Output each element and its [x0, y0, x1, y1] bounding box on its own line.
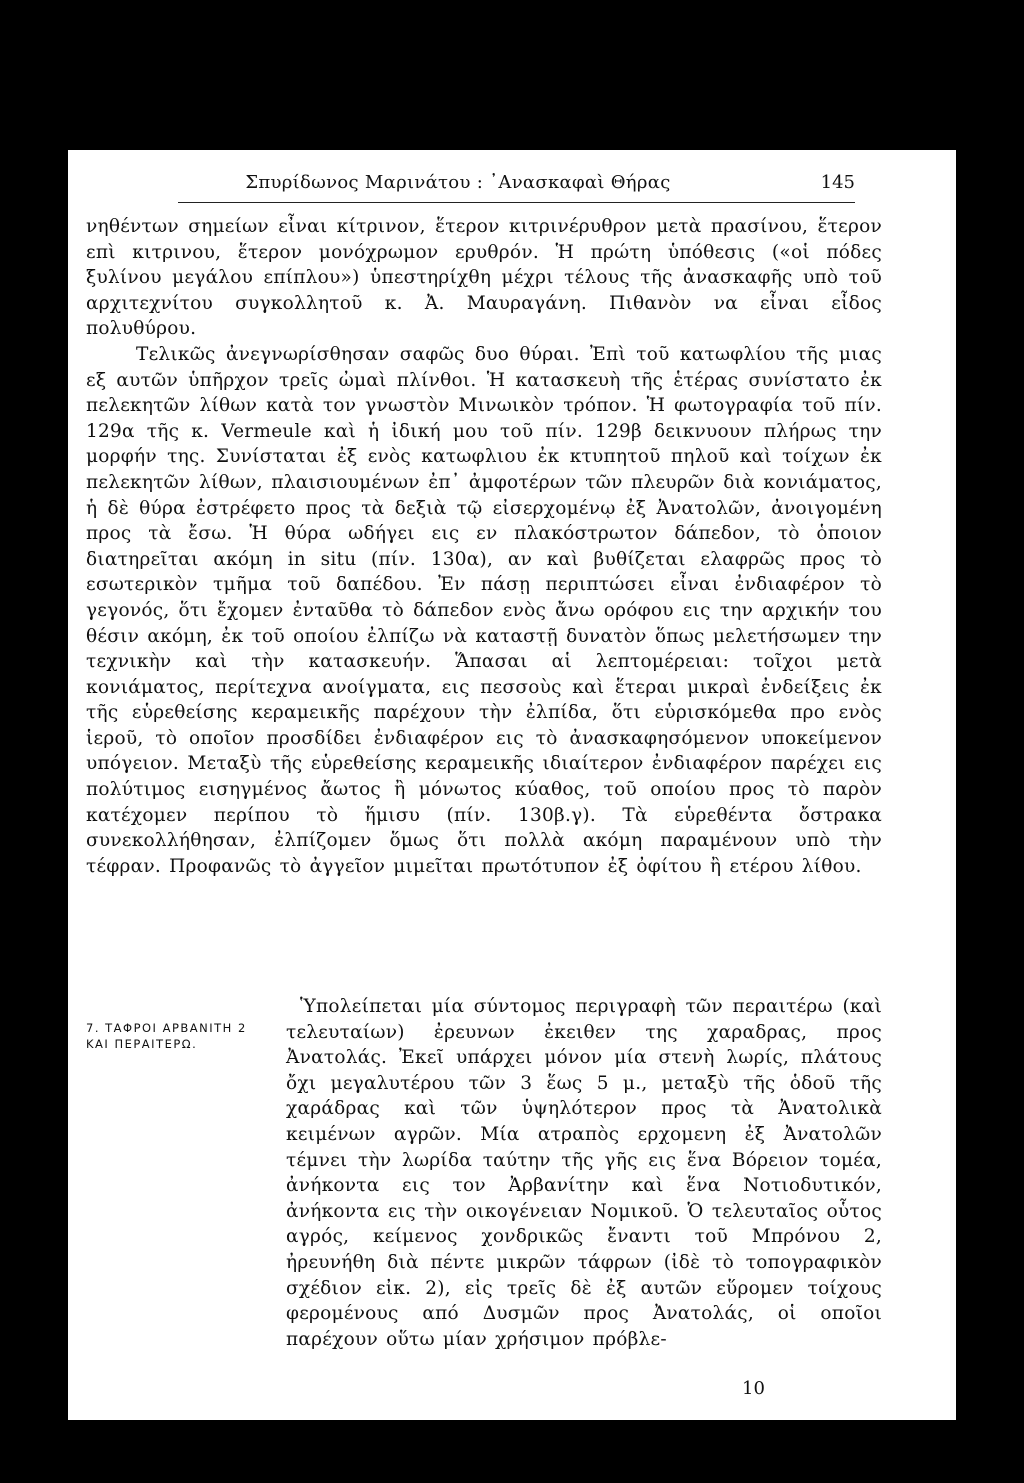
section-heading [86, 1020, 256, 1052]
section-heading-line-1: 7. ΤΑΦΡΟΙ ΑΡΒΑΝΙΤΗ 2 [86, 1021, 247, 1035]
section-text: Ὑπολείπεται μία σύντομος περιγραφὴ τῶν περαιτέρω (καὶ τελευταίων) ἐρευνων ἐκειθεν της χαραδρας, προς Ἀνατολάς. Ἐκεῖ υπάρχει μόνον μία στενὴ λωρίς, πλάτους ὄχι μεγαλυτέρου τῶν 3 ἕως 5 μ., μεταξὺ τῆς ὁδοῦ τῆς χαράδρας καὶ τῶν ὑψηλότερον προς τὰ Ἀνατολικὰ κειμένων αγρῶν. Μία ατραπὸς ερχομενη ἐξ Ἀνατολῶν τέμνει τὴν λωρίδα ταύτην τῆς γῆς εις ἕνα Βόρειον τομέα, ἀνήκοντα εις τον Ἀρβανίτην καὶ ἕνα Νοτιοδυτικόν, ἀνήκοντα εις τὴν οικογένειαν Νομικοῦ. Ὁ τελευταῖος οὗτος αγρός, κείμενος χονδρικῶς ἔναντι τοῦ Μπρόνου 2, ἠρευνήθη διὰ πέντε μικρῶν τάφρων (ἰδὲ τὸ τοπογραφικὸν σχέδιον εἰκ. 2), εἰς τρεῖς δὲ ἐξ αυτῶν εὕρομεν τοίχους φερομένους από Δυσμῶν προς Ἀνατολάς, οἱ οποῖοι παρέχουν οὕτω μίαν χρήσιμον πρόβλε- [286, 996, 882, 1350]
section-heading-line-2: ΚΑΙ ΠΕΡΑΙΤΕΡΩ. [86, 1037, 198, 1051]
paragraph-2: Τελικῶς ἀνεγνωρίσθησαν σαφῶς δυο θύραι. Ἐπὶ τοῦ κατωφλίου τῆς μιας εξ αυτῶν ὑπῆρχον τρεῖς ὠμαὶ πλίνθοι. Ἡ κατασκευὴ τῆς ἑτέρας συνίστατο ἐκ πελεκητῶν λίθων κατὰ τον γνωστὸν Μινωικὸν τρόπον. Ἡ φωτογραφία τοῦ πίν. 129α τῆς κ. Vermeule καὶ ἡ ἰδική μου τοῦ πίν. 129β δεικνυουν πλήρως την μορφήν της. Συνίσταται ἐξ ενὸς κατωφλιου ἐκ κτυπητοῦ πηλοῦ καὶ τοίχων ἐκ πελεκητῶν λίθων, πλαισιουμένων ἐπ᾿ ἀμφοτέρων τῶν πλευρῶν διὰ κονιάματος, ἡ δὲ θύρα ἐστρέφετο προς τὰ δεξιὰ τῷ εἰσερχομένῳ ἐξ Ἀνατολῶν, ἀνοιγομένη προς τὰ ἔσω. Ἡ θύρα ωδήγει εις εν πλακόστρωτον δάπεδον, τὸ ὁποιον διατηρεῖται ακόμη in situ (πίν. 130α), αν καὶ βυθίζεται ελαφρῶς προς τὸ εσωτερικὸν τμῆμα τοῦ δαπέδου. Ἐν πάσῃ περιπτώσει εἶναι ἐνδιαφέρον τὸ γεγονός, ὅτι ἔχομεν ἐνταῦθα τὸ δάπεδον ενὸς ἄνω ορόφου εις την αρχικήν του θέσιν ακόμη, ἐκ τοῦ οποίου ἐλπίζω νὰ καταστῇ δυνατὸν ὅπως μελετήσωμεν την τεχνικὴν καὶ τὴν κατασκευήν. Ἅπασαι αἱ λεπτομέρειαι: τοῖχοι μετὰ κονιάματος, περίτεχνα ανοίγματα, εις πεσσοὺς καὶ ἕτεραι μικραὶ ἐνδείξεις ἐκ τῆς εὑρεθείσης κεραμεικῆς παρέχουν τὴν ἐλπίδα, ὅτι εὑρισκόμεθα προ ενὸς ἱεροῦ, τὸ οποῖον προσδίδει ἐνδιαφέρον εις τὸ ἀνασκαφησόμενον υποκείμενον υπόγειον. Μεταξὺ τῆς εὑρεθείσης κεραμεικῆς ιδιαίτερον ἐνδιαφέρον παρέχει εις πολύτιμος εισηγμένος ἄωτος ἢ μόνωτος κύαθος, τοῦ οποίου προς τὸ παρὸν κατέχομεν περίπου τὸ ἥμισυ (πίν. 130β.γ). Τὰ εὑρεθέντα ὄστρακα συνεκολλήθησαν, ἐλπίζομεν ὅμως ὅτι πολλὰ ακόμη παραμένουν υπὸ τὴν τέφραν. Προφανῶς τὸ ἀγγεῖον μιμεῖται πρωτότυπον ἐξ ὀφίτου ἢ ετέρου λίθου. [86, 343, 882, 877]
paragraph-1: νηθέντων σημείων εἶναι κίτρινον, ἕτερον κιτρινέρυθρον μετὰ πρασίνου, ἕτερον επὶ κιτρινου, ἕτερον μονόχρωμον ερυθρόν. Ἡ πρώτη ὑπόθεσις («οἱ πόδες ξυλίνου μεγάλου επίπλου») ὑπεστηρίχθη μέχρι τέλους τῆς ἀνασκαφῆς υπὸ τοῦ αρχιτεχνίτου συγκολλητοῦ κ. Ἀ. Μαυραγάνη. Πιθανὸν να εἶναι εἶδος πολυθύρου. [86, 216, 882, 340]
page-number: 145 [820, 172, 855, 193]
running-title: Σπυρίδωνος Μαρινάτου : ᾿Ανασκαφαὶ Θήρας [245, 172, 671, 193]
book-page [68, 150, 956, 1420]
body-text [86, 214, 882, 879]
running-header [178, 172, 855, 203]
signature-mark: 10 [742, 1378, 765, 1399]
